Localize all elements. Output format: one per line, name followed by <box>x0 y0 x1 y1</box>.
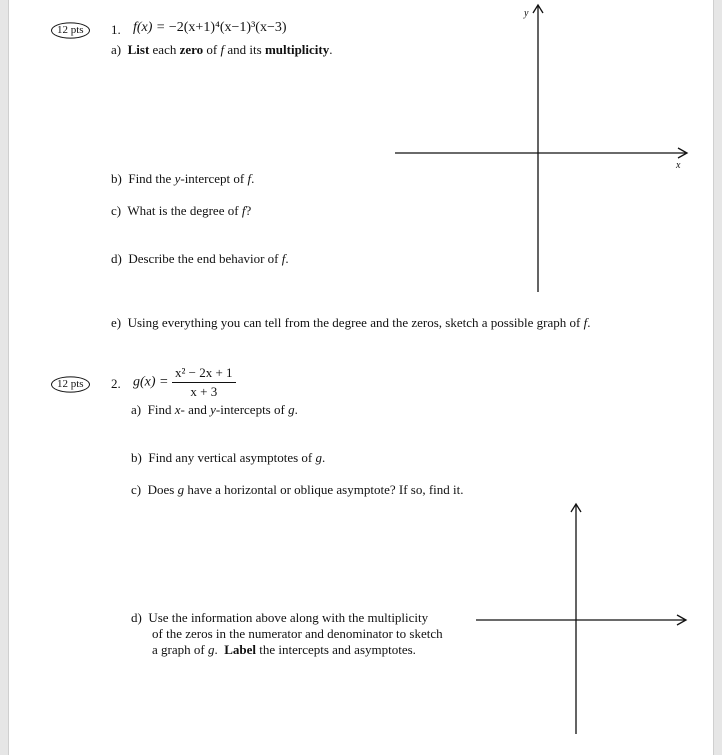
part-a-var: g <box>288 402 295 417</box>
part-d-line: of the zeros in the numerator and denominator to sketch <box>152 626 443 641</box>
part-b-var: f <box>247 171 252 186</box>
problem2-numerator: x² − 2x + 1 <box>172 365 236 383</box>
part-a-word: and its <box>227 42 262 57</box>
problem2-function-lhs: g(x) = <box>133 374 169 390</box>
part-b-text: Find the <box>128 171 172 186</box>
part-b-end: . <box>251 171 255 186</box>
part-e-end: . <box>587 315 591 330</box>
problem1-x-label: x <box>676 160 681 171</box>
part-e-var: f <box>583 315 588 330</box>
part-b-text: Find any vertical asymptotes of <box>148 450 313 465</box>
part-a-var: x <box>174 402 181 417</box>
part-e-text: Using everything you can tell from the degree and the zeros, sketch a possible graph of <box>127 315 581 330</box>
part-b-var: y <box>174 171 181 186</box>
part-b-label: b) <box>111 171 122 186</box>
part-a-word: List <box>127 42 150 57</box>
part-c-label: c) <box>131 482 142 497</box>
problem2-number: 2. <box>111 376 121 391</box>
part-d-line: a graph of <box>152 642 205 657</box>
part-a-word: of <box>206 42 218 57</box>
part-d-end: . <box>285 251 289 266</box>
part-b-label: b) <box>131 450 142 465</box>
part-b-end: . <box>322 450 326 465</box>
part-a-word: zero <box>179 42 204 57</box>
problem1-function-lhs: f(x) = <box>133 20 169 35</box>
problem2-points-badge: 12 pts <box>51 376 90 392</box>
part-d-label: d) <box>131 610 142 625</box>
part-a-word: multiplicity <box>264 42 330 57</box>
part-e-label: e) <box>111 315 122 330</box>
part-d-line: Use the information above along with the multiplicity <box>148 610 429 625</box>
part-d-text: Describe the end behavior of <box>128 251 279 266</box>
problem1-number: 1. <box>111 22 121 37</box>
part-c-text: Does <box>147 482 175 497</box>
part-d-label: d) <box>111 251 122 266</box>
part-d-line: the intercepts and asymptotes. <box>259 642 416 657</box>
problem1-function-rhs: −2(x+1)⁴(x−1)³(x−3) <box>168 20 287 35</box>
part-a-end: . <box>329 42 333 57</box>
part-a-text: Find <box>147 402 172 417</box>
part-c-text: have a horizontal or oblique asymptote? If so, find it. <box>187 482 464 497</box>
part-c-var: f <box>241 203 246 218</box>
part-c-text: What is the degree of <box>127 203 239 218</box>
part-a-label: a) <box>111 42 122 57</box>
part-a-text: - and <box>180 402 207 417</box>
part-a-label: a) <box>131 402 142 417</box>
part-c-var: g <box>177 482 185 497</box>
part-c-end: ? <box>245 203 252 218</box>
part-d-bold: Label <box>224 642 256 657</box>
part-d-var: f <box>281 251 286 266</box>
part-a-end: . <box>294 402 298 417</box>
part-d-line: . <box>214 642 218 657</box>
part-b-var: g <box>315 450 323 465</box>
part-b-text: -intercept of <box>180 171 245 186</box>
problem1-y-label: y <box>524 8 529 19</box>
part-a-text: -intercepts of <box>215 402 285 417</box>
part-a-word: each <box>152 42 177 57</box>
problem2-denominator: x + 3 <box>190 384 218 399</box>
part-a-var: f <box>220 42 225 57</box>
part-a-var: y <box>210 402 216 417</box>
problem1-points-badge: 12 pts <box>51 22 90 38</box>
part-d-var: g <box>207 642 215 657</box>
part-c-label: c) <box>111 203 122 218</box>
